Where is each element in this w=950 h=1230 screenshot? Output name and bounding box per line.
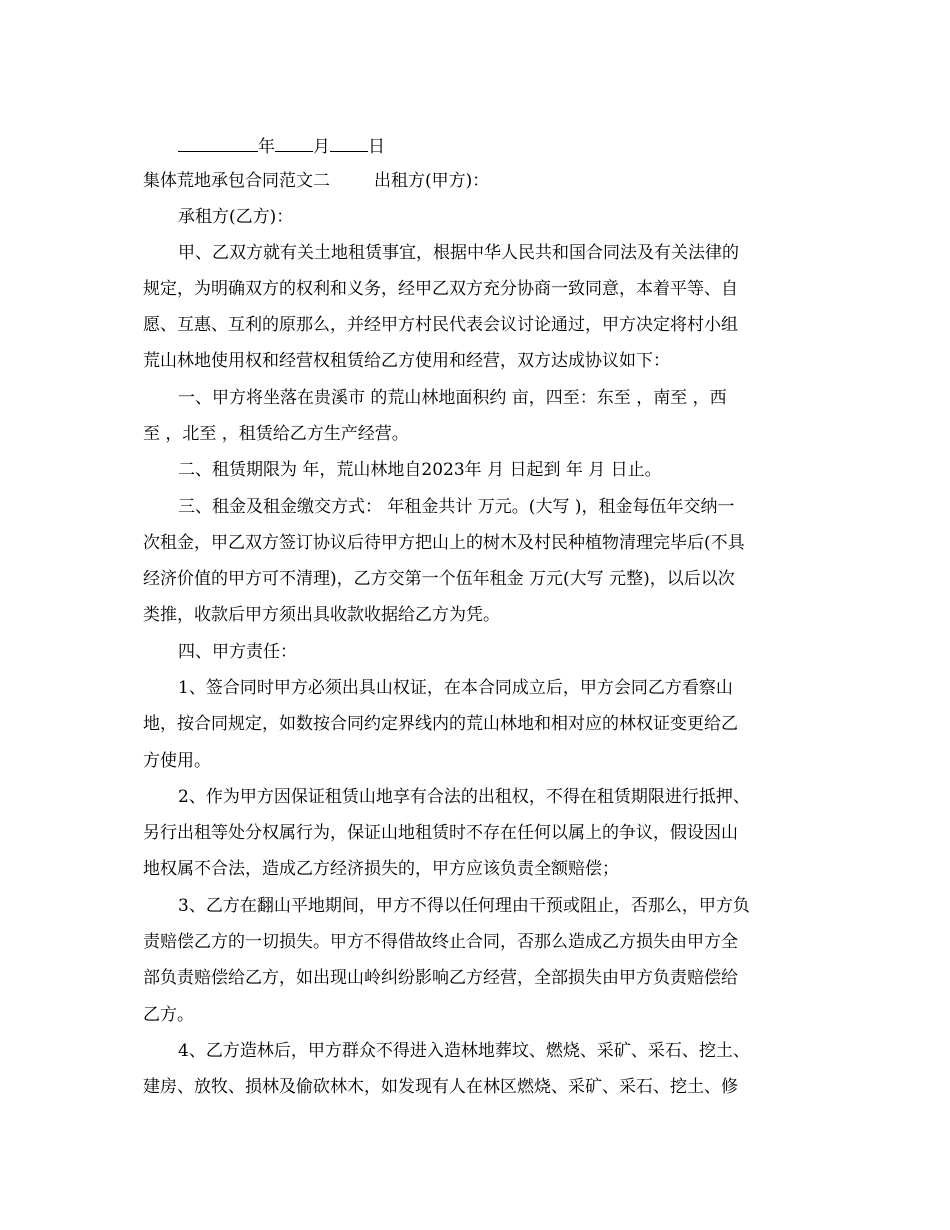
year-label: 年	[258, 137, 275, 157]
text-line: 类推，收款后甲方须出具收款收据给乙方为凭。	[143, 605, 500, 625]
text-line: 至 ，北至 ，租赁给乙方生产经营。	[143, 424, 409, 444]
text-line: 1、签合同时甲方必须出具山权证，在本合同成立后，甲方会同乙方看察山	[178, 678, 733, 698]
month-blank	[275, 134, 313, 152]
text-line: 责赔偿乙方的一切损失。甲方不得借故终止合同，否那么造成乙方损失由甲方全	[143, 932, 738, 952]
year-blank	[178, 134, 258, 152]
text-line: 经济价值的甲方可不清理)，乙方交第一个伍年租金 万元(大写 元整)，以后以次	[143, 569, 735, 589]
document-title: 集体荒地承包合同范文二	[143, 171, 330, 191]
text-line: 次租金，甲乙双方签订协议后待甲方把山上的树木及村民种植物清理完毕后(不具	[143, 533, 745, 553]
month-label: 月	[313, 137, 330, 157]
text-line: 二、租赁期限为 年，荒山林地自2023年 月 日起到 年 月 日止。	[178, 460, 662, 480]
text-line: 部负责赔偿给乙方，如出现山岭纠纷影响乙方经营，全部损失由甲方负责赔偿给	[143, 968, 738, 988]
text-line: 甲、乙双方就有关土地租赁事宜，根据中华人民共和国合同法及有关法律的	[178, 243, 739, 263]
text-line: 三、租金及租金缴交方式： 年租金共计 万元。(大写 )，租金每伍年交纳一	[178, 497, 735, 517]
text-line: 4、乙方造林后，甲方群众不得进入造林地葬坟、燃烧、采矿、采石、挖土、	[178, 1041, 750, 1061]
text-line: 一、甲方将坐落在贵溪市 的荒山林地面积约 亩，四至：东至 ，南至 ，西	[178, 388, 727, 408]
lessor-label: 出租方(甲方)：	[374, 171, 490, 191]
date-line	[178, 134, 385, 157]
text-line: 愿、互惠、互利的原那么，并经甲方村民代表会议讨论通过，甲方决定将村小组	[143, 315, 738, 335]
lessee-label: 承租方(乙方)：	[178, 207, 294, 227]
text-line: 荒山林地使用权和经营权租赁给乙方使用和经营，双方达成协议如下：	[143, 351, 670, 371]
text-line: 另行出租等处分权属行为，保证山地租赁时不存在任何以属上的争议，假设因山	[143, 823, 738, 843]
text-line: 2、作为甲方因保证租赁山地享有合法的出租权，不得在租赁期限进行抵押、	[178, 787, 750, 807]
text-line: 四、甲方责任：	[178, 642, 297, 662]
day-blank	[330, 134, 368, 152]
title-line	[143, 171, 813, 191]
text-line: 3、乙方在翻山平地期间，甲方不得以任何理由干预或阻止，否那么，甲方负	[178, 896, 750, 916]
day-label: 日	[368, 137, 385, 157]
text-line: 规定，为明确双方的权利和义务，经甲乙双方充分协商一致同意，本着平等、自	[143, 279, 738, 299]
text-line: 方使用。	[143, 751, 211, 771]
text-line: 乙方。	[143, 1005, 194, 1025]
text-line: 地权属不合法，造成乙方经济损失的，甲方应该负责全额赔偿；	[143, 859, 619, 879]
text-line: 建房、放牧、损林及偷砍林木，如发现有人在林区燃烧、采矿、采石、挖土、修	[143, 1077, 738, 1097]
text-line: 地，按合同规定，如数按合同约定界线内的荒山林地和相对应的林权证变更给乙	[143, 714, 738, 734]
